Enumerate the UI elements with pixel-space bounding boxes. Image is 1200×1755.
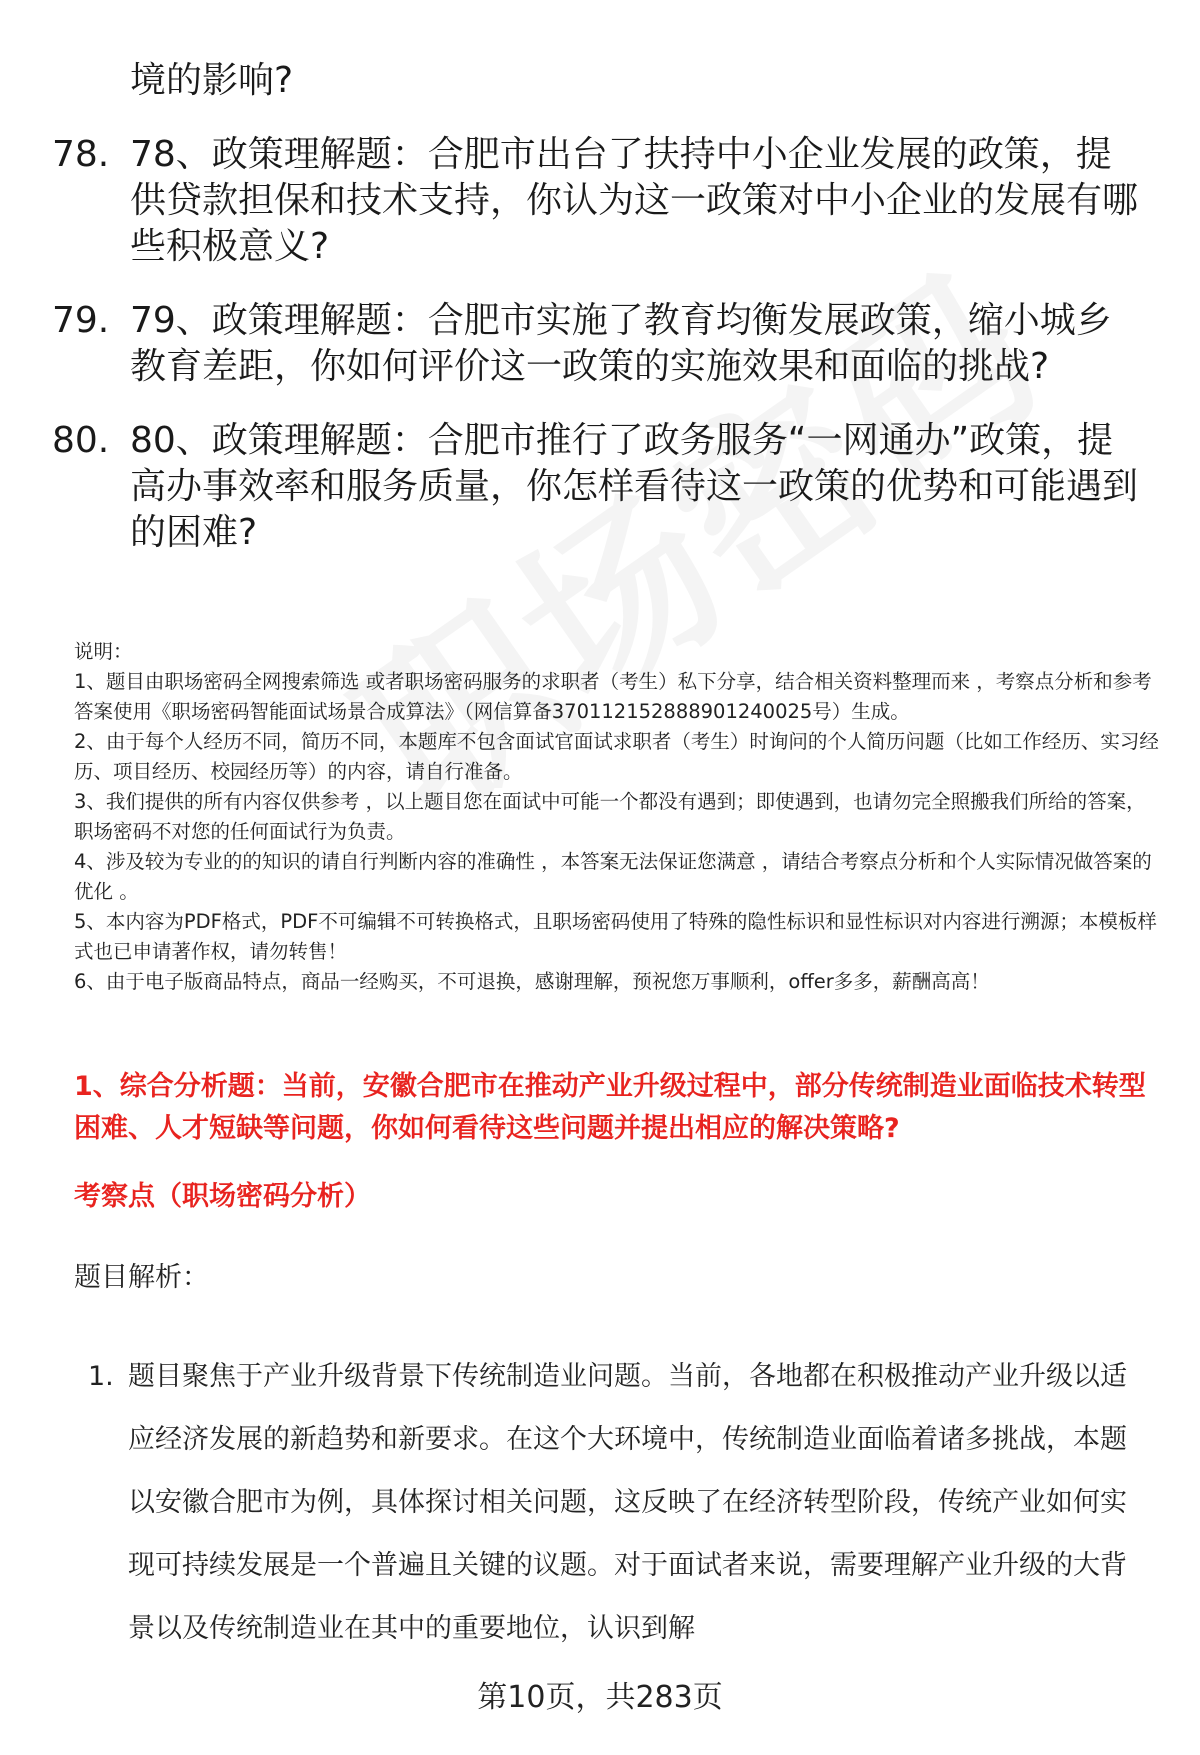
notes-section [74,637,1164,997]
page-footer: 第10页，共283页 [477,1680,723,1715]
analysis-item [88,1345,1148,1660]
main-question-title: 1、综合分析题：当前，安徽合肥市在推动产业升级过程中，部分传统制造业面临技术转型困难、人才短缺等问题，你如何看待这些问题并提出相应的解决策略? [74,1071,1146,1144]
question-text: 79、政策理解题：合肥市实施了教育均衡发展政策，缩小城乡教育差距，你如何评价这一政策的实施效果和面临的挑战? [130,300,1112,387]
question-list [52,58,1140,584]
question-number: 80. [52,420,110,461]
note-item: 5、本内容为PDF格式，PDF不可编辑不可转换格式，且职场密码使用了特殊的隐性标识和显性标识对内容进行溯源；本模板样式也已申请著作权，请勿转售！ [74,910,1157,963]
question-78 [52,132,1140,270]
question-number: 78. [52,134,110,175]
notes-heading: 说明： [74,640,133,663]
question-77-tail [130,58,1140,104]
question-79 [52,298,1140,390]
question-text: 80、政策理解题：合肥市推行了政务服务“一网通办”政策，提高办事效率和服务质量，你怎样看待这一政策的优势和可能遇到的困难? [130,420,1139,553]
note-item: 3、我们提供的所有内容仅供参考 ，以上题目您在面试中可能一个都没有遇到；即使遇到，也请勿完全照搬我们所给的答案，职场密码不对您的任何面试行为负责。 [74,790,1146,843]
question-text: 境的影响? [130,60,294,101]
note-item: 2、由于每个人经历不同，简历不同，本题库不包含面试官面试求职者（考生）时询问的个人简历问题（比如工作经历、实习经历、项目经历、校园经历等）的内容，请自行准备。 [74,730,1159,783]
analysis-text: 题目聚焦于产业升级背景下传统制造业问题。当前，各地都在积极推动产业升级以适应经济发展的新趋势和新要求。在这个大环境中，传统制造业面临着诸多挑战，本题以安徽合肥市为例，具体探讨相关问题，这反映了在经济转型阶段，传统产业如何实现可持续发展是一个普遍且关键的议题。对于面试者来说，需要理解产业升级的大背景以及传统制造业在其中的重要地位，认识到解 [128,1361,1127,1644]
note-item: 1、题目由职场密码全网搜索筛选 或者职场密码服务的求职者（考生）私下分享，结合相关资料整理而来 ，考察点分析和参考答案使用《职场密码智能面试场景合成算法》（网信算备370112152888901240025号）生成。 [74,670,1152,723]
note-item: 6、由于电子版商品特点，商品一经购买，不可退换，感谢理解，预祝您万事顺利，offer多多，薪酬高高！ [74,970,990,993]
question-80 [52,418,1140,556]
question-text: 78、政策理解题：合肥市出台了扶持中小企业发展的政策，提供贷款担保和技术支持，你认为这一政策对中小企业的发展有哪些积极意义? [130,134,1139,267]
kaochadian-heading: 考察点（职场密码分析） [74,1181,371,1212]
question-number: 79. [52,300,110,341]
note-item: 4、涉及较为专业的的知识的请自行判断内容的准确性 ，本答案无法保证您满意 ，请结合考察点分析和个人实际情况做答案的优化 。 [74,850,1152,903]
analysis-label: 题目解析： [74,1262,209,1293]
analysis-number: 1. [88,1361,114,1392]
